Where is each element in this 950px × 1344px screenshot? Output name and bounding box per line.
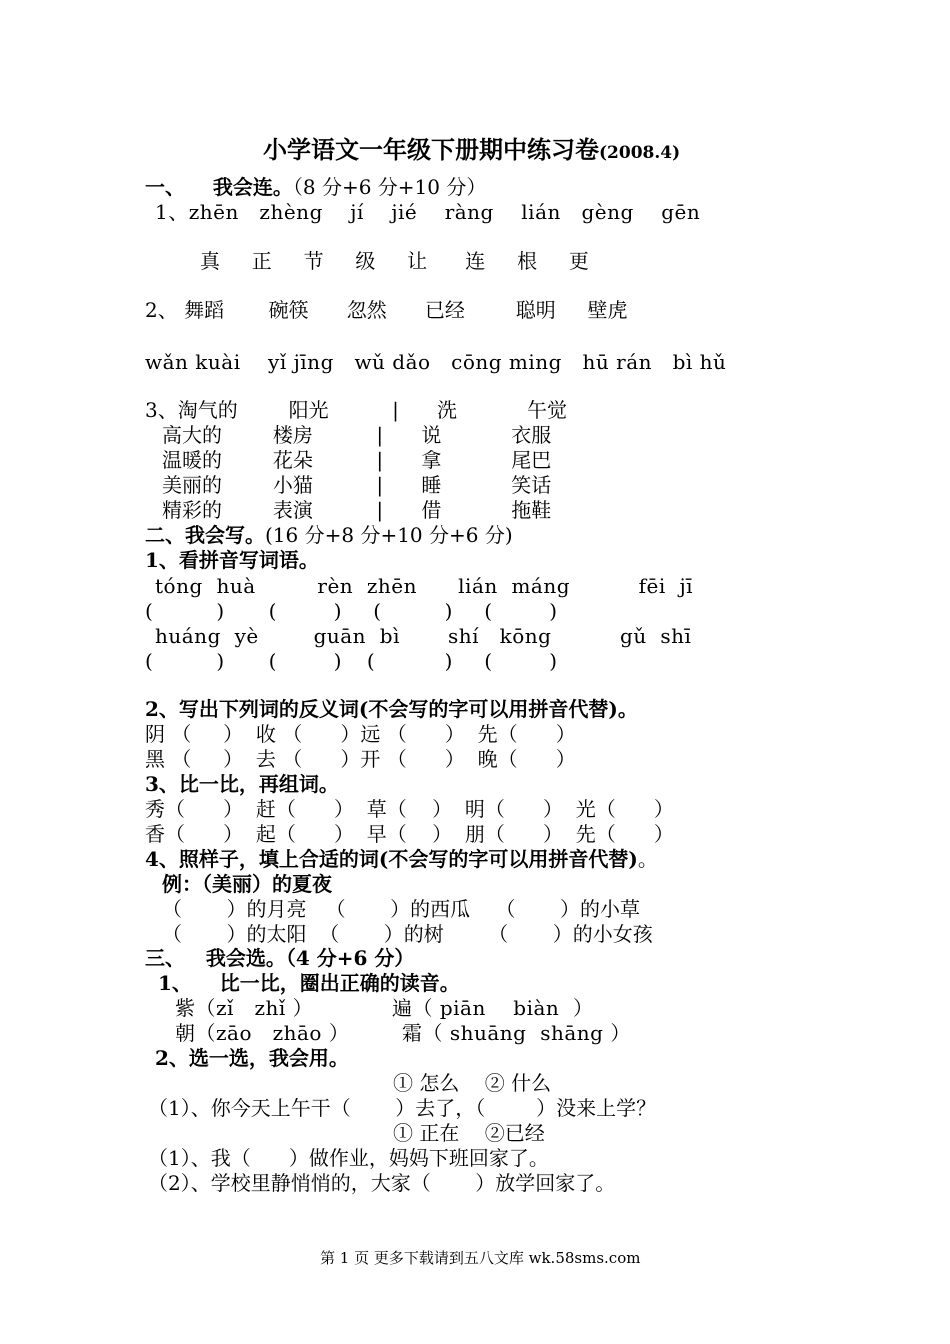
s2-q3-row: 秀（ ） 赶（ ） 草（ ） 明（ ） 光（ ） <box>145 797 674 821</box>
s2-q1-title: 1、看拼音写词语。 <box>145 548 319 572</box>
q2-pinyin-row: wǎn kuài yǐ jīng wǔ dǎo cōng ming hū rán bì hǔ <box>145 350 727 374</box>
q3-row: 精彩的 表演 | 借 拖鞋 <box>162 498 552 522</box>
q3-row: 温暖的 花朵 | 拿 尾巴 <box>162 448 552 472</box>
s3-q1-item: 紫（zǐ zhǐ ） <box>175 996 314 1020</box>
s3-q1-title: 1、 比一比，圈出正确的读音。 <box>158 971 460 995</box>
section-1-heading: 一、 我会连。（8 分+6 分+10 分） <box>145 175 487 199</box>
section-2-heading: 二、我会写。(16 分+8 分+10 分+6 分) <box>145 523 513 547</box>
s2-q1-answer-row: ( ) ( ) ( ) ( ) <box>145 599 558 623</box>
s2-q4-example: 例：（美丽）的夏夜 <box>162 872 332 896</box>
s3-q1-item: 朝（zāo zhāo ） <box>175 1021 350 1045</box>
q3-row: 3、淘气的 阳光 | 洗 午觉 <box>145 398 567 422</box>
s2-q4-row: （ ）的月亮 （ ）的西瓜 （ ）的小草 <box>162 897 641 921</box>
s3-q1-item: 霜（ shuāng shāng ） <box>402 1021 631 1045</box>
q3-row: 美丽的 小猫 | 睡 笑话 <box>162 473 552 497</box>
s2-q4-title: 4、照样子，填上合适的词(不会写的字可以用拼音代替)。 <box>145 847 658 871</box>
s3-q2-title: 2、选一选，我会用。 <box>155 1046 349 1070</box>
q3-row: 高大的 楼房 | 说 衣服 <box>162 423 552 447</box>
s2-q1-pinyin-row: huáng yè guān bì shí kōng gǔ shī <box>155 624 692 648</box>
q1-character-row: 真 正 节 级 让 连 根 更 <box>200 249 589 273</box>
q1-pinyin-row: 1、zhēn zhèng jí jié ràng lián gèng gēn <box>155 200 701 224</box>
s3-q2-sentence: （1）、我（ ）做作业，妈妈下班回家了。 <box>148 1146 549 1170</box>
q2-word-row: 2、 舞蹈 碗筷 忽然 已经 聪明 壁虎 <box>145 298 628 322</box>
s3-q1-item: 遍（ piān biàn ） <box>392 996 594 1020</box>
s3-q2-options: ① 正在 ②已经 <box>393 1121 545 1145</box>
s2-q3-title: 3、比一比，再组词。 <box>145 772 339 796</box>
s3-q2-sentence: （1）、你今天上午干（ ）去了，（ ）没来上学？ <box>148 1096 657 1120</box>
page-title: 小学语文一年级下册期中练习卷(2008.4) <box>263 135 681 164</box>
s2-q4-row: （ ）的太阳 （ ）的树 （ ）的小女孩 <box>162 922 653 946</box>
s2-q2-row: 阴 （ ） 收 （ ）远 （ ） 先（ ） <box>145 722 576 746</box>
s2-q2-row: 黑 （ ） 去 （ ）开 （ ） 晚（ ） <box>145 747 576 771</box>
section-3-heading: 三、 我会选。（4 分+6 分） <box>145 946 415 970</box>
s3-q2-options: ① 怎么 ② 什么 <box>393 1071 552 1095</box>
page-footer: 第 1 页 更多下载请到五八文库 wk.58sms.com <box>320 1249 641 1267</box>
s2-q3-row: 香（ ） 起（ ） 早（ ） 朋（ ） 先（ ） <box>145 822 674 846</box>
s2-q1-answer-row: ( ) ( ) ( ) ( ) <box>145 649 558 673</box>
s2-q2-title: 2、写出下列词的反义词(不会写的字可以用拼音代替)。 <box>145 697 638 721</box>
s3-q2-sentence: （2）、学校里静悄悄的，大家（ ）放学回家了。 <box>148 1171 616 1195</box>
s2-q1-pinyin-row: tóng huà rèn zhēn lián máng fēi jī <box>155 574 694 598</box>
